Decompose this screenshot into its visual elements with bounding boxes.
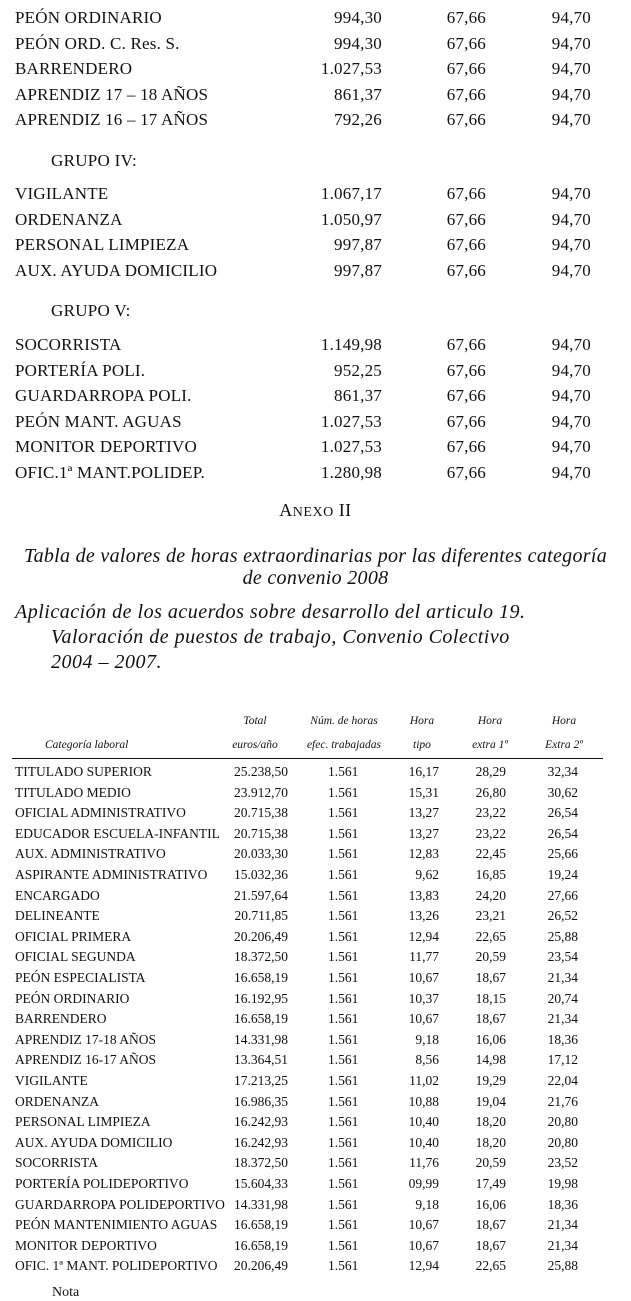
salary-value-2: 67,66 xyxy=(446,33,486,53)
total-euros-cell: 20.033,30 xyxy=(234,846,288,862)
application-note-line-3: 2004 – 2007. xyxy=(51,651,162,673)
table-row xyxy=(0,1217,631,1237)
hours-cell: 1.561 xyxy=(328,1073,359,1088)
header-extra2-line2: Extra 2º xyxy=(545,739,583,751)
header-tipo-line2: tipo xyxy=(413,739,431,751)
extra-2-cell: 32,34 xyxy=(547,764,578,779)
hour-type-cell: 12,94 xyxy=(408,1258,439,1274)
hour-type-cell: 10,37 xyxy=(408,990,439,1006)
table-row xyxy=(0,846,631,866)
hour-type-cell: 13,83 xyxy=(408,887,439,903)
extra-1-cell: 18,67 xyxy=(475,1011,506,1027)
extra-1-cell: 23,22 xyxy=(475,805,506,821)
salary-row xyxy=(0,386,631,410)
hours-cell: 1.561 xyxy=(328,1217,359,1233)
total-euros-cell: 16.658,19 xyxy=(234,970,288,985)
total-euros-cell: 14.331,98 xyxy=(234,1196,288,1212)
salary-base: 1.027,53 xyxy=(320,411,382,431)
salary-row xyxy=(0,34,631,58)
category-cell: AUX. AYUDA DOMICILIO xyxy=(15,1134,173,1150)
table-row xyxy=(0,1176,631,1196)
extra-2-cell: 30,62 xyxy=(547,784,578,800)
category-cell: APRENDIZ 17-18 AÑOS xyxy=(15,1031,157,1047)
salary-value-3: 94,70 xyxy=(551,184,591,203)
salary-value-2: 67,66 xyxy=(446,437,486,457)
salary-category: MONITOR DEPORTIVO xyxy=(15,437,197,457)
hours-cell: 1.561 xyxy=(328,970,359,985)
hours-cell: 1.561 xyxy=(328,928,359,944)
hours-cell: 1.561 xyxy=(328,1176,359,1191)
hours-cell: 1.561 xyxy=(328,825,359,841)
total-euros-cell: 23.912,70 xyxy=(234,784,288,800)
extra-2-cell: 26,54 xyxy=(547,825,578,841)
salary-value-2: 67,66 xyxy=(446,59,486,79)
salary-value-2: 67,66 xyxy=(446,360,486,380)
table-row xyxy=(0,1197,631,1217)
category-cell: APRENDIZ 16-17 AÑOS xyxy=(15,1052,157,1068)
extra-2-cell: 22,04 xyxy=(547,1073,578,1088)
table-row xyxy=(0,1258,631,1278)
header-total-line2: euros/año xyxy=(232,739,278,751)
header-total-line1: Total xyxy=(243,715,267,727)
hour-type-cell: 10,40 xyxy=(408,1134,439,1150)
salary-row xyxy=(0,59,631,83)
extra-2-cell: 26,54 xyxy=(547,805,578,821)
hours-cell: 1.561 xyxy=(328,1093,359,1109)
salary-base: 1.050,97 xyxy=(320,209,382,229)
extra-2-cell: 21,34 xyxy=(547,1217,578,1233)
application-note-line-1: Aplicación de los acuerdos sobre desarrollo del articulo 19. xyxy=(15,601,526,623)
salary-base: 952,25 xyxy=(334,360,382,380)
total-euros-cell: 15.032,36 xyxy=(234,867,288,882)
extra-2-cell: 21,34 xyxy=(547,1237,578,1253)
hour-type-cell: 16,17 xyxy=(408,764,439,779)
hours-cell: 1.561 xyxy=(328,1155,359,1171)
hours-cell: 1.561 xyxy=(328,887,359,903)
total-euros-cell: 16.242,93 xyxy=(234,1114,288,1130)
salary-value-2: 67,66 xyxy=(446,8,486,27)
category-cell: AUX. ADMINISTRATIVO xyxy=(15,846,166,862)
annex-title-initial: A xyxy=(279,500,293,520)
table-row xyxy=(0,970,631,990)
extra-1-cell: 19,29 xyxy=(475,1073,506,1088)
category-cell: VIGILANTE xyxy=(15,1073,88,1088)
extra-2-cell: 27,66 xyxy=(547,887,578,903)
table-row xyxy=(0,949,631,969)
salary-base: 1.067,17 xyxy=(320,184,382,203)
extra-2-cell: 18,36 xyxy=(547,1196,578,1212)
extra-2-cell: 21,34 xyxy=(547,970,578,985)
salary-value-2: 67,66 xyxy=(446,84,486,104)
extra-2-cell: 19,24 xyxy=(547,867,578,882)
salary-category: ORDENANZA xyxy=(15,209,123,229)
header-hours-line1: Núm. de horas xyxy=(310,715,378,727)
total-euros-cell: 16.192,95 xyxy=(234,990,288,1006)
hour-type-cell: 11,02 xyxy=(409,1073,439,1088)
table-row xyxy=(0,1155,631,1175)
category-cell: PEÓN ESPECIALISTA xyxy=(15,970,146,985)
extra-1-cell: 16,06 xyxy=(475,1031,506,1047)
salary-value-2: 67,66 xyxy=(446,463,486,482)
table-row xyxy=(0,785,631,805)
footer-note-fragment: Nota xyxy=(52,1285,80,1300)
salary-value-2: 67,66 xyxy=(446,110,486,130)
extra-1-cell: 18,20 xyxy=(475,1134,506,1150)
salary-base: 861,37 xyxy=(334,84,382,104)
salary-base: 997,87 xyxy=(334,260,382,280)
salary-base: 994,30 xyxy=(334,8,382,27)
salary-value-3: 94,70 xyxy=(551,33,591,53)
total-euros-cell: 21.597,64 xyxy=(234,887,288,903)
salary-base: 997,87 xyxy=(334,235,382,254)
salary-row xyxy=(0,184,631,208)
header-hours-line2: efec. trabajadas xyxy=(306,739,382,751)
extra-1-cell: 23,22 xyxy=(475,825,506,841)
annex-application-note xyxy=(15,600,595,675)
annex-title-number: II xyxy=(338,500,352,520)
salary-value-3: 94,70 xyxy=(551,59,591,79)
category-cell: OFICIAL ADMINISTRATIVO xyxy=(15,805,186,821)
extra-1-cell: 28,29 xyxy=(475,764,506,779)
category-cell: GUARDARROPA POLIDEPORTIVO xyxy=(15,1196,225,1212)
total-euros-cell: 20.206,49 xyxy=(234,1258,288,1274)
hours-cell: 1.561 xyxy=(328,908,359,924)
total-euros-cell: 16.658,19 xyxy=(234,1011,288,1027)
extra-2-cell: 17,12 xyxy=(547,1052,578,1068)
salary-row xyxy=(0,412,631,436)
hours-cell: 1.561 xyxy=(328,1196,359,1212)
hour-type-cell: 11,77 xyxy=(409,949,439,965)
table-row xyxy=(0,764,631,784)
salary-row xyxy=(0,210,631,234)
hours-cell: 1.561 xyxy=(328,1237,359,1253)
salary-value-2: 67,66 xyxy=(446,335,486,354)
hours-cell: 1.561 xyxy=(328,784,359,800)
salary-category: PEÓN ORD. C. Res. S. xyxy=(15,33,180,53)
header-tipo-line1: Hora xyxy=(409,715,435,727)
hour-type-cell: 10,67 xyxy=(408,970,439,985)
category-cell: OFICIAL SEGUNDA xyxy=(15,949,136,965)
extra-1-cell: 23,21 xyxy=(475,908,506,924)
salary-value-3: 94,70 xyxy=(551,260,591,280)
category-cell: TITULADO SUPERIOR xyxy=(15,764,152,779)
hour-type-cell: 13,26 xyxy=(408,908,439,924)
salary-value-3: 94,70 xyxy=(551,84,591,104)
extra-1-cell: 14,98 xyxy=(475,1052,506,1068)
annex-title xyxy=(0,500,631,521)
hours-cell: 1.561 xyxy=(328,1011,359,1027)
category-cell: PORTERÍA POLIDEPORTIVO xyxy=(15,1176,189,1191)
salary-value-3: 94,70 xyxy=(551,411,591,431)
total-euros-cell: 16.242,93 xyxy=(234,1134,288,1150)
extra-1-cell: 18,67 xyxy=(475,1237,506,1253)
salary-category: PEÓN ORDINARIO xyxy=(15,8,162,27)
hours-cell: 1.561 xyxy=(328,867,359,882)
salary-base: 994,30 xyxy=(334,33,382,53)
hour-type-cell: 13,27 xyxy=(408,825,439,841)
extra-2-cell: 21,34 xyxy=(547,1011,578,1027)
category-cell: ASPIRANTE ADMINISTRATIVO xyxy=(15,867,208,882)
annex-title-rest: NEXO xyxy=(292,505,334,520)
salary-category: SOCORRISTA xyxy=(15,335,122,354)
salary-row xyxy=(0,361,631,385)
total-euros-cell: 18.372,50 xyxy=(234,949,288,965)
salary-category: APRENDIZ 16 – 17 AÑOS xyxy=(15,110,209,130)
extra-1-cell: 20,59 xyxy=(475,949,506,965)
salary-value-2: 67,66 xyxy=(446,184,486,203)
extra-2-cell: 23,52 xyxy=(547,1155,578,1171)
category-cell: OFICIAL PRIMERA xyxy=(15,928,132,944)
category-cell: PEÓN MANTENIMIENTO AGUAS xyxy=(15,1217,218,1233)
extra-1-cell: 24,20 xyxy=(475,887,506,903)
hours-cell: 1.561 xyxy=(328,764,359,779)
salary-value-3: 94,70 xyxy=(551,235,591,254)
total-euros-cell: 13.364,51 xyxy=(234,1052,288,1068)
salary-value-2: 67,66 xyxy=(446,235,486,254)
table-row xyxy=(0,1052,631,1072)
salary-base: 1.149,98 xyxy=(320,335,382,354)
hour-type-cell: 9,18 xyxy=(415,1196,439,1212)
salary-base: 1.027,53 xyxy=(320,59,382,79)
hour-type-cell: 12,83 xyxy=(408,846,439,862)
header-extra1-line2: extra 1º xyxy=(472,739,508,751)
hour-type-cell: 12,94 xyxy=(408,928,439,944)
category-cell: PERSONAL LIMPIEZA xyxy=(15,1114,151,1130)
hour-type-cell: 8,56 xyxy=(415,1052,439,1068)
salary-base: 1.280,98 xyxy=(320,463,382,482)
table-row xyxy=(0,1135,631,1155)
category-cell: BARRENDERO xyxy=(15,1011,107,1027)
hours-cell: 1.561 xyxy=(328,949,359,965)
hour-type-cell: 10,88 xyxy=(408,1093,439,1109)
total-euros-cell: 20.715,38 xyxy=(234,825,288,841)
total-euros-cell: 16.658,19 xyxy=(234,1237,288,1253)
salary-value-3: 94,70 xyxy=(551,110,591,130)
table-row xyxy=(0,888,631,908)
extra-1-cell: 16,06 xyxy=(475,1196,506,1212)
extra-1-cell: 26,80 xyxy=(475,784,506,800)
salary-category: VIGILANTE xyxy=(15,184,109,203)
extra-2-cell: 25,88 xyxy=(547,1258,578,1274)
hour-type-cell: 09,99 xyxy=(408,1176,439,1191)
salary-row xyxy=(0,335,631,359)
extra-1-cell: 18,15 xyxy=(475,990,506,1006)
extra-2-cell: 26,52 xyxy=(547,908,578,924)
salary-value-2: 67,66 xyxy=(446,411,486,431)
hours-cell: 1.561 xyxy=(328,846,359,862)
category-cell: PEÓN ORDINARIO xyxy=(15,990,130,1006)
extra-1-cell: 22,65 xyxy=(475,928,506,944)
extra-2-cell: 25,66 xyxy=(547,846,578,862)
salary-row xyxy=(0,110,631,134)
hour-type-cell: 10,67 xyxy=(408,1237,439,1253)
category-cell: ORDENANZA xyxy=(15,1093,99,1109)
table-row xyxy=(0,867,631,887)
extra-1-cell: 22,65 xyxy=(475,1258,506,1274)
table-row xyxy=(0,929,631,949)
table-row xyxy=(0,826,631,846)
header-rule xyxy=(12,758,603,759)
salary-value-2: 67,66 xyxy=(446,386,486,406)
total-euros-cell: 20.715,38 xyxy=(234,805,288,821)
salary-row xyxy=(0,235,631,259)
category-cell: TITULADO MEDIO xyxy=(15,784,131,800)
extra-1-cell: 18,67 xyxy=(475,1217,506,1233)
extra-2-cell: 19,98 xyxy=(547,1176,578,1191)
salary-value-3: 94,70 xyxy=(551,437,591,457)
table-row xyxy=(0,908,631,928)
hour-type-cell: 10,67 xyxy=(408,1217,439,1233)
table-row xyxy=(0,991,631,1011)
salary-base: 1.027,53 xyxy=(320,437,382,457)
hour-type-cell: 15,31 xyxy=(408,784,439,800)
salary-category: PEÓN MANT. AGUAS xyxy=(15,411,182,431)
salary-row xyxy=(0,8,631,32)
salary-category: AUX. AYUDA DOMICILIO xyxy=(15,260,218,280)
extra-2-cell: 18,36 xyxy=(547,1031,578,1047)
hour-type-cell: 10,40 xyxy=(408,1114,439,1130)
salary-category: APRENDIZ 17 – 18 AÑOS xyxy=(15,84,209,104)
application-note-line-2: Valoración de puestos de trabajo, Convenio Colectivo xyxy=(51,626,510,648)
extra-1-cell: 18,20 xyxy=(475,1114,506,1130)
salary-value-3: 94,70 xyxy=(551,8,591,27)
extra-1-cell: 17,49 xyxy=(475,1176,506,1191)
category-cell: EDUCADOR ESCUELA-INFANTIL xyxy=(15,825,220,841)
salary-value-3: 94,70 xyxy=(551,209,591,229)
annex-subtitle: Tabla de valores de horas extraordinarias por las diferentes categoría de convenio 2008 xyxy=(23,545,607,589)
hours-cell: 1.561 xyxy=(328,805,359,821)
category-cell: MONITOR DEPORTIVO xyxy=(15,1237,157,1253)
hours-cell: 1.561 xyxy=(328,1052,359,1068)
total-euros-cell: 15.604,33 xyxy=(234,1176,288,1191)
extra-1-cell: 22,45 xyxy=(475,846,506,862)
total-euros-cell: 14.331,98 xyxy=(234,1031,288,1047)
extra-1-cell: 16,85 xyxy=(475,867,506,882)
extra-2-cell: 20,80 xyxy=(547,1134,578,1150)
extra-2-cell: 20,74 xyxy=(547,990,578,1006)
salary-row xyxy=(0,463,631,487)
salary-value-3: 94,70 xyxy=(551,360,591,380)
category-cell: OFIC. 1ª MANT. POLIDEPORTIVO xyxy=(15,1258,218,1274)
category-cell: SOCORRISTA xyxy=(15,1155,98,1171)
salary-value-3: 94,70 xyxy=(551,463,591,482)
category-cell: ENCARGADO xyxy=(15,887,100,903)
table-row xyxy=(0,1094,631,1114)
extra-1-cell: 19,04 xyxy=(475,1093,506,1109)
hour-type-cell: 10,67 xyxy=(408,1011,439,1027)
table-row xyxy=(0,805,631,825)
table-row xyxy=(0,1011,631,1031)
hour-type-cell: 9,18 xyxy=(415,1031,439,1047)
table-row xyxy=(0,1073,631,1093)
hour-type-cell: 13,27 xyxy=(408,805,439,821)
total-euros-cell: 16.986,35 xyxy=(234,1093,288,1109)
salary-base: 792,26 xyxy=(334,110,382,130)
header-category: Categoría laboral xyxy=(45,739,129,751)
table-row xyxy=(0,1238,631,1258)
header-extra2-line1: Hora xyxy=(551,715,577,727)
table-row xyxy=(0,1114,631,1134)
hours-cell: 1.561 xyxy=(328,1114,359,1130)
extra-2-cell: 25,88 xyxy=(547,928,578,944)
extra-2-cell: 20,80 xyxy=(547,1114,578,1130)
salary-category: PERSONAL LIMPIEZA xyxy=(15,235,190,254)
hours-cell: 1.561 xyxy=(328,990,359,1006)
hours-cell: 1.561 xyxy=(328,1134,359,1150)
extra-2-cell: 21,76 xyxy=(547,1093,578,1109)
hour-type-cell: 11,76 xyxy=(409,1155,439,1171)
salary-value-3: 94,70 xyxy=(551,335,591,354)
salary-value-3: 94,70 xyxy=(551,386,591,406)
extra-1-cell: 18,67 xyxy=(475,970,506,985)
group-5-heading: GRUPO V: xyxy=(51,301,131,320)
category-cell: DELINEANTE xyxy=(15,908,100,924)
extra-1-cell: 20,59 xyxy=(475,1155,506,1171)
total-euros-cell: 17.213,25 xyxy=(234,1073,288,1088)
total-euros-cell: 25.238,50 xyxy=(234,764,288,779)
salary-base: 861,37 xyxy=(334,386,382,406)
total-euros-cell: 20.206,49 xyxy=(234,928,288,944)
group-4-heading: GRUPO IV: xyxy=(51,151,137,170)
table-row xyxy=(0,1032,631,1052)
salary-category: BARRENDERO xyxy=(15,59,133,79)
total-euros-cell: 20.711,85 xyxy=(234,908,288,924)
hours-cell: 1.561 xyxy=(328,1258,359,1274)
salary-category: GUARDARROPA POLI. xyxy=(15,386,192,406)
total-euros-cell: 18.372,50 xyxy=(234,1155,288,1171)
total-euros-cell: 16.658,19 xyxy=(234,1217,288,1233)
salary-row xyxy=(0,437,631,461)
salary-row xyxy=(0,85,631,109)
salary-value-2: 67,66 xyxy=(446,209,486,229)
hours-cell: 1.561 xyxy=(328,1031,359,1047)
salary-row xyxy=(0,261,631,285)
extra-2-cell: 23,54 xyxy=(547,949,578,965)
hour-type-cell: 9,62 xyxy=(415,867,439,882)
salary-category: PORTERÍA POLI. xyxy=(15,360,146,380)
salary-value-2: 67,66 xyxy=(446,260,486,280)
salary-category: OFIC.1ª MANT.POLIDEP. xyxy=(15,463,205,482)
header-extra1-line1: Hora xyxy=(477,715,503,727)
